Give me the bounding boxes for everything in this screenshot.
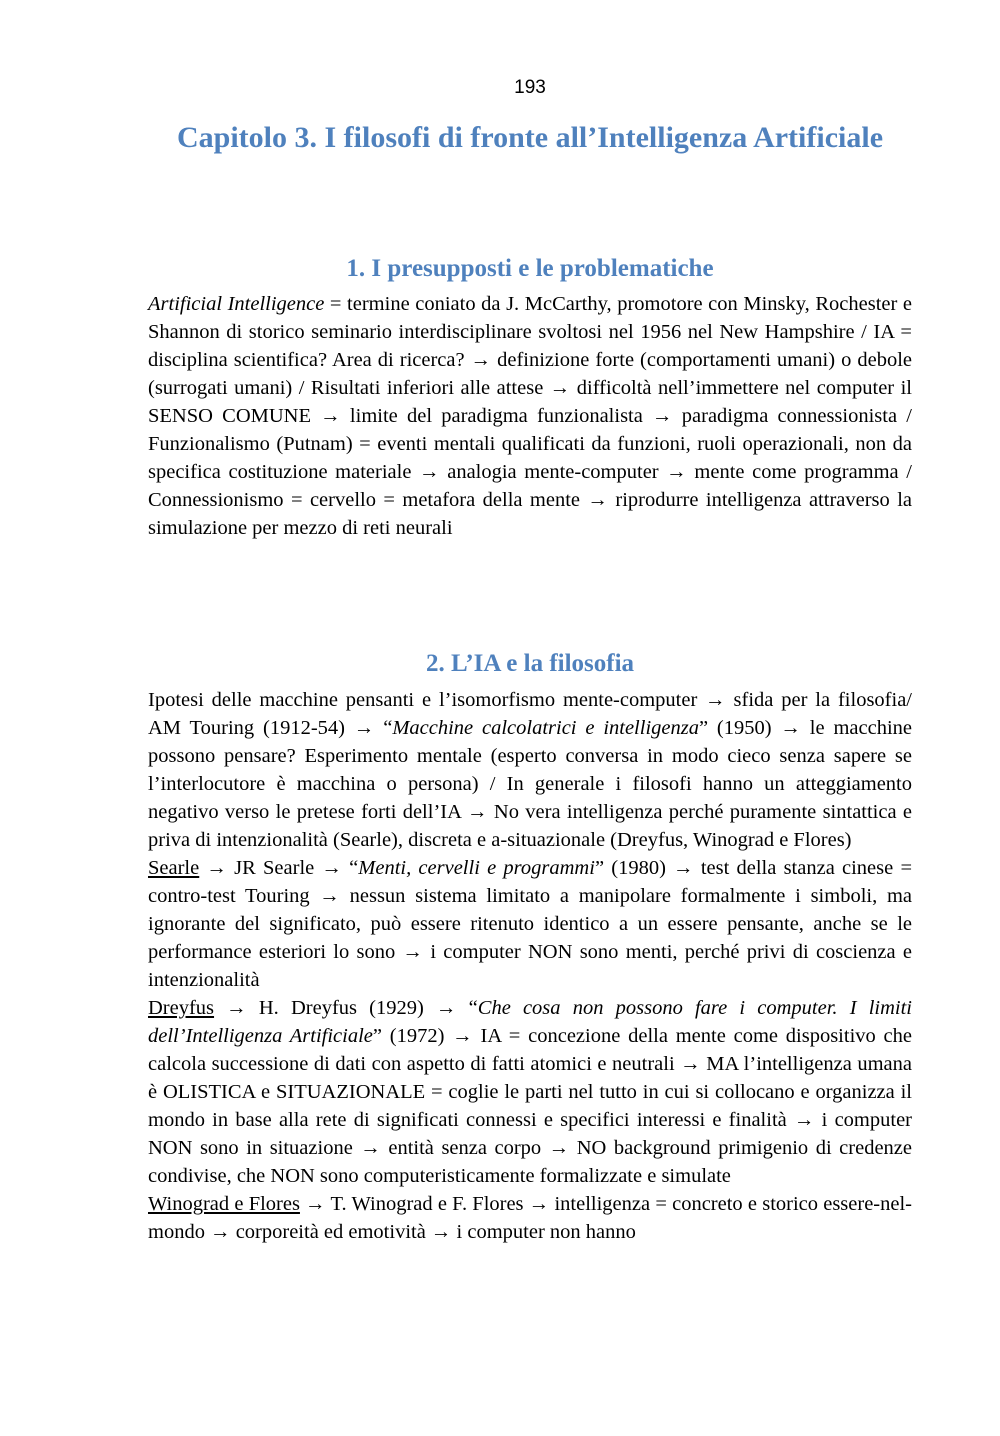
entry-text-before: → T. Winograd e F. Flores → intelligenza = concreto e storico essere-nel-mondo → corporeità ed emotività → i computer non hanno: [148, 1193, 913, 1243]
section-title-presupposti: 1. I presupposti e le problematiche: [346, 255, 714, 282]
section-title-ia-filosofia: 2. L’IA e la filosofia: [425, 650, 635, 677]
intro-paragraph: [148, 686, 912, 854]
entry-work-title: Che cosa non possono fare i computer. I limiti dell’Intelligenza Artificiale: [148, 997, 912, 1047]
entry-work-title: Menti, cervelli e programmi: [358, 857, 595, 879]
entry-text-after: ” (1980) → test della stanza cinese = contro-test Touring → nessun sistema limitato a manipolare formalmente i simboli, ma ignorante del significato, può essere ritenuto identico a un essere pensante, anche se le performance esteriori lo sono → i computer NON sono menti, perché privi di coscienza e intenzionalità: [148, 857, 912, 991]
entry-name-searle: Searle: [148, 857, 200, 879]
page-number: 193: [514, 77, 546, 98]
chapter-title: Capitolo 3. I filosofi di fronte all’Intelligenza Artificiale: [176, 121, 884, 154]
paragraph-text: = termine coniato da J. McCarthy, promotore con Minsky, Rochester e Shannon di storico seminario interdisciplinare svoltosi nel 1956 nel New Hampshire / IA = disciplina scientifica? Area di ricerca? → definizione forte (comportamenti umani) o debole (surrogati umani) / Risultati inferiori alle attese → difficoltà nell’immettere nel computer il SENSO COMUNE → limite del paradigma funzionalista → paradigma connessionista / Funzionalismo (Putnam) = eventi mentali qualificati da funzioni, ruoli operazionali, non da specifica costituzione materiale → analogia mente-computer → mente come programma / Connessionismo = cervello = metafora della mente → riprodurre intelligenza attraverso la simulazione per mezzo di reti neurali: [148, 293, 913, 539]
entry-text-before: → H. Dreyfus (1929) → “: [214, 997, 478, 1019]
entry-name-dreyfus: Dreyfus: [148, 997, 215, 1019]
entry-searle: [148, 854, 912, 994]
intro-text-after: ” (1950) → le macchine possono pensare? Esperimento mentale (esperto conversa in modo cieco senza sapere se l’interlocutore è macchina o persona) / In generale i filosofi hanno un atteggiamento negativo verso le pretese forti dell’IA → No vera intelligenza perché puramente sintattica e priva di intenzionalità (Searle), discreta e a-situazionale (Dreyfus, Winograd e Flores): [148, 717, 912, 851]
term-artificial-intelligence: Artificial Intelligence: [148, 293, 325, 315]
entry-dreyfus: [148, 994, 912, 1190]
intro-text-before: Ipotesi delle macchine pensanti e l’isomorfismo mente-computer → sfida per la filosofia/ AM Touring (1912-54) → “: [148, 689, 912, 739]
section-1-paragraph: [148, 290, 912, 542]
section-2-body: [148, 686, 912, 1246]
entry-name-winograd-flores: Winograd e Flores: [148, 1193, 300, 1215]
intro-work-title: Macchine calcolatrici e intelligenza: [392, 717, 699, 739]
entry-text-after: ” (1972) → IA = concezione della mente come dispositivo che calcola successione di dati con aspetto di fatti atomici e neutrali → MA l’intelligenza umana è OLISTICA e SITUAZIONALE = coglie le parti nel tutto in cui si collocano e organizza il mondo in base alla rete di significati connessi e specifici interessi e finalità → i computer NON sono in situazione → entità senza corpo → NO background primigenio di credenze condivise, che NON sono computeristicamente formalizzate e simulate: [148, 1025, 912, 1187]
entry-winograd-flores: [148, 1190, 912, 1246]
entry-text-before: → JR Searle → “: [199, 857, 359, 879]
